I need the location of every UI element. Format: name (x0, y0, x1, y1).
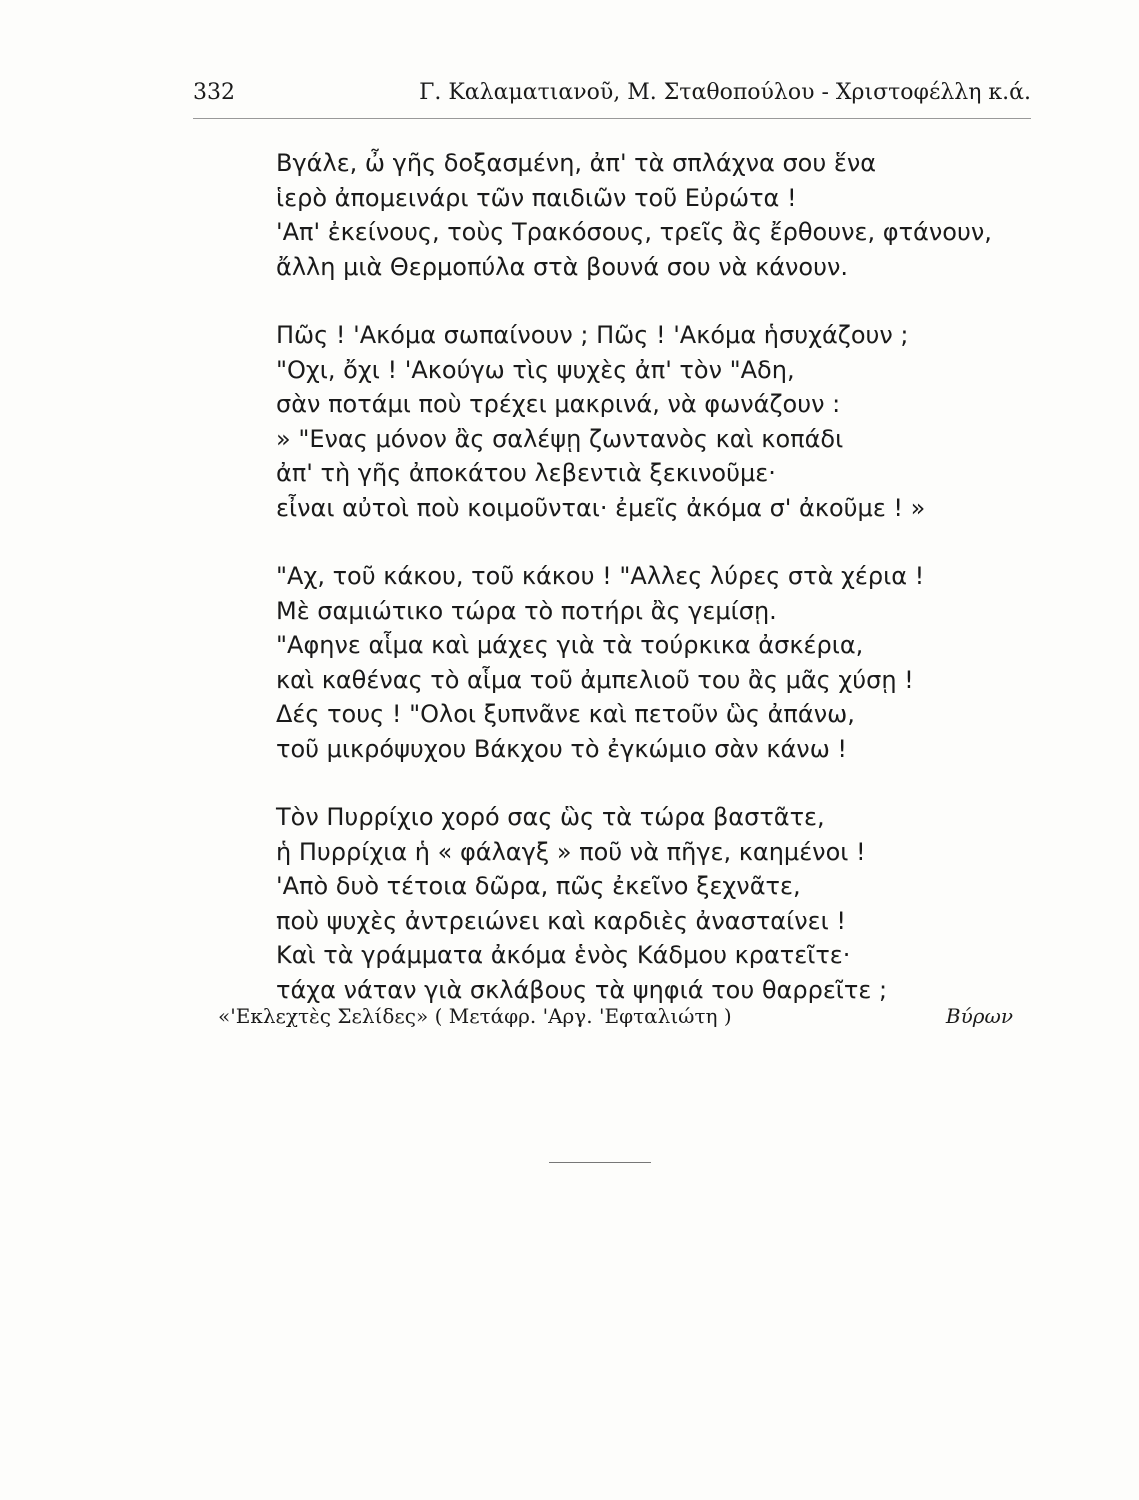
verse-line: "Οχι, ὄχι ! 'Ακούγω τὶς ψυχὲς ἀπ' τὸν "Αδη, (276, 355, 795, 384)
verse-line: Πῶς ! 'Ακόμα σωπαίνουν ; Πῶς ! 'Ακόμα ἡσυχάζουν ; (276, 321, 909, 349)
verse-line: 'Απ' ἐκείνους, τοὺς Τρακόσους, τρεῖς ἂς ἔρθουνε, φτάνουν, (276, 218, 992, 246)
stanza-3 (276, 559, 1016, 766)
verse-line: Τὸν Πυρρίχιο χορό σας ὣς τὰ τώρα βαστᾶτε, (276, 803, 825, 831)
verse-line: ποὺ ψυχὲς ἀντρειώνει καὶ καρδιὲς ἀνασταίνει ! (276, 906, 846, 935)
page-header (193, 80, 1031, 110)
stanza-1 (276, 146, 1016, 284)
verse-line: τάχα νάταν γιὰ σκλάβους τὰ ψηφιά του θαρρεῖτε ; (276, 975, 888, 1004)
verse-line: "Αφηνε αἷμα καὶ μάχες γιὰ τὰ τούρκικα ἀσκέρια, (276, 631, 864, 659)
verse-line: ἱερὸ ἀπομεινάρι τῶν παιδιῶν τοῦ Εὐρώτα ! (276, 183, 797, 212)
stanza-2 (276, 318, 1016, 525)
verse-line: ἄλλη μιὰ Θερμοπύλα στὰ βουνά σου νὰ κάνουν. (276, 252, 849, 281)
verse-line: τοῦ μικρόψυχου Βάκχου τὸ ἐγκώμιο σὰν κάνω ! (276, 734, 848, 763)
page-number: 332 (193, 80, 235, 105)
verse-line: 'Απὸ δυὸ τέτοια δῶρα, πῶς ἐκεῖνο ξεχνᾶτε, (276, 872, 801, 900)
verse-line: "Αχ, τοῦ κάκου, τοῦ κάκου ! "Αλλες λύρες στὰ χέρια ! (276, 562, 925, 590)
attribution (218, 1004, 1013, 1036)
verse-line: καὶ καθένας τὸ αἷμα τοῦ ἀμπελιοῦ του ἂς μᾶς χύσῃ ! (276, 665, 914, 694)
verse-line: Καὶ τὰ γράμματα ἀκόμα ἑνὸς Κάδμου κρατεῖτε· (276, 941, 851, 969)
verse-line: σὰν ποτάμι ποὺ τρέχει μακρινά, νὰ φωνάζουν : (276, 390, 841, 418)
poet-name: Βύρων (945, 1004, 1013, 1028)
running-title: Γ. Καλαματιανοῦ, Μ. Σταθοπούλου - Χριστοφέλλη κ.ά. (419, 80, 1031, 105)
verse-line: Μὲ σαμιώτικο τώρα τὸ ποτήρι ἂς γεμίσῃ. (276, 596, 777, 625)
source-citation: «'Εκλεχτὲς Σελίδες» ( Μετάφρ. 'Αργ. 'Εφταλιώτη ) (218, 1004, 732, 1028)
verse-line: ἀπ' τὴ γῆς ἀποκάτου λεβεντιὰ ξεκινοῦμε· (276, 459, 776, 487)
stanza-4 (276, 800, 1016, 1007)
verse-line: » "Ενας μόνον ἂς σαλέψῃ ζωντανὸς καὶ κοπάδι (276, 424, 844, 453)
verse-line: ἡ Πυρρίχια ἡ « φάλαγξ » ποῦ νὰ πῆγε, καημένοι ! (276, 837, 866, 866)
header-rule (193, 118, 1031, 119)
end-rule (549, 1162, 651, 1163)
verse-line: Βγάλε, ὦ γῆς δοξασμένη, ἀπ' τὰ σπλάχνα σου ἕνα (276, 149, 877, 177)
verse-line: Δές τους ! "Ολοι ξυπνᾶνε καὶ πετοῦν ὣς ἀπάνω, (276, 700, 855, 728)
poem (276, 146, 1016, 1041)
verse-line: εἶναι αὐτοὶ ποὺ κοιμοῦνται· ἐμεῖς ἀκόμα σ' ἀκοῦμε ! » (276, 493, 926, 522)
